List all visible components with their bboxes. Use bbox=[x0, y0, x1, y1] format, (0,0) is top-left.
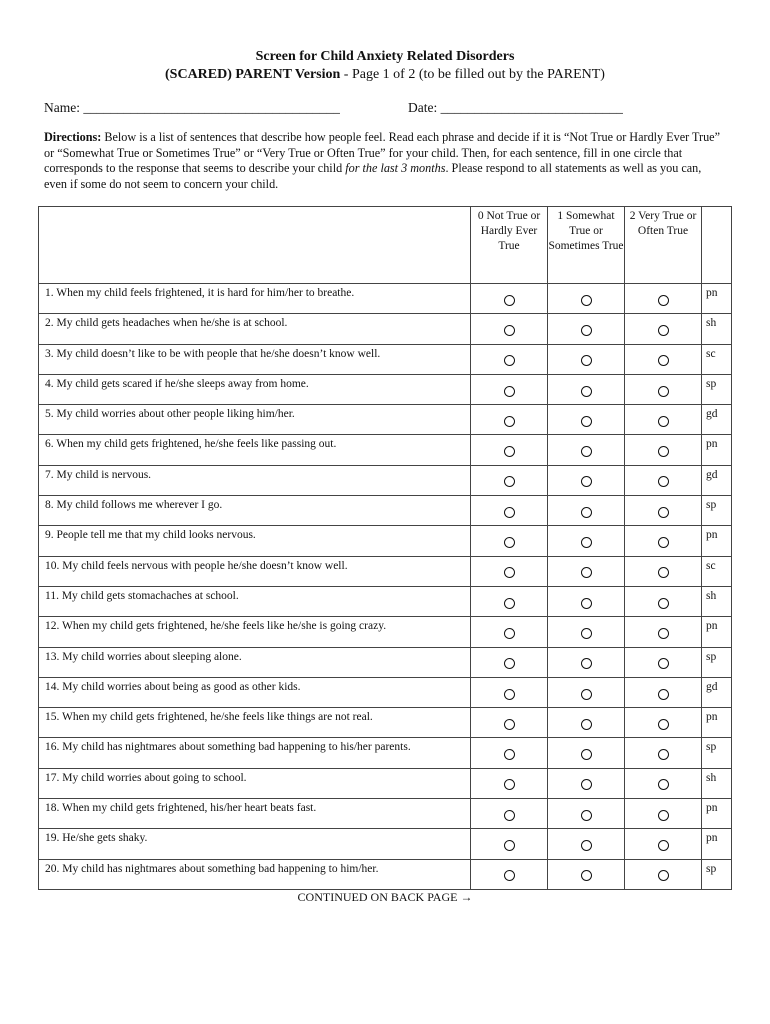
radio-circle-somewhat-true[interactable] bbox=[581, 386, 592, 397]
radio-circle-somewhat-true[interactable] bbox=[581, 446, 592, 457]
radio-circle-not-true[interactable] bbox=[504, 416, 515, 427]
question-text: 20. My child has nightmares about something bad happening to him/her. bbox=[39, 859, 471, 889]
question-row bbox=[39, 374, 732, 404]
question-text: 2. My child gets headaches when he/she is at school. bbox=[39, 314, 471, 344]
question-row bbox=[39, 647, 732, 677]
question-row bbox=[39, 405, 732, 435]
radio-circle-somewhat-true[interactable] bbox=[581, 507, 592, 518]
subscale-code: sc bbox=[702, 556, 732, 586]
answer-cell-somewhat-true bbox=[548, 708, 625, 738]
radio-circle-very-true[interactable] bbox=[658, 446, 669, 457]
question-row bbox=[39, 465, 732, 495]
subscale-code: sp bbox=[702, 738, 732, 768]
column-header-not-true: 0 Not True or Hardly Ever True bbox=[471, 207, 548, 284]
answer-cell-not-true bbox=[471, 465, 548, 495]
answer-cell-very-true bbox=[625, 344, 702, 374]
question-row bbox=[39, 859, 732, 889]
subscale-code: sp bbox=[702, 647, 732, 677]
answer-cell-not-true bbox=[471, 859, 548, 889]
answer-cell-very-true bbox=[625, 829, 702, 859]
radio-circle-not-true[interactable] bbox=[504, 719, 515, 730]
radio-circle-very-true[interactable] bbox=[658, 749, 669, 760]
radio-circle-not-true[interactable] bbox=[504, 537, 515, 548]
question-text: 11. My child gets stomachaches at school. bbox=[39, 586, 471, 616]
question-row bbox=[39, 284, 732, 314]
question-text: 10. My child feels nervous with people he/she doesn’t know well. bbox=[39, 556, 471, 586]
answer-cell-not-true bbox=[471, 768, 548, 798]
question-row bbox=[39, 768, 732, 798]
answer-cell-not-true bbox=[471, 374, 548, 404]
radio-circle-not-true[interactable] bbox=[504, 628, 515, 639]
answer-cell-somewhat-true bbox=[548, 496, 625, 526]
answer-cell-very-true bbox=[625, 556, 702, 586]
continued-text: CONTINUED ON BACK PAGE bbox=[297, 890, 458, 904]
question-text: 3. My child doesn’t like to be with people that he/she doesn’t know well. bbox=[39, 344, 471, 374]
form-subtitle-rest: - Page 1 of 2 (to be filled out by the PARENT) bbox=[340, 67, 605, 82]
subscale-code: gd bbox=[702, 465, 732, 495]
radio-circle-very-true[interactable] bbox=[658, 658, 669, 669]
subscale-code: sh bbox=[702, 768, 732, 798]
question-text: 7. My child is nervous. bbox=[39, 465, 471, 495]
radio-circle-not-true[interactable] bbox=[504, 870, 515, 881]
answer-cell-very-true bbox=[625, 677, 702, 707]
question-text: 16. My child has nightmares about something bad happening to his/her parents. bbox=[39, 738, 471, 768]
answer-cell-very-true bbox=[625, 617, 702, 647]
answer-cell-very-true bbox=[625, 435, 702, 465]
radio-circle-very-true[interactable] bbox=[658, 628, 669, 639]
question-row bbox=[39, 314, 732, 344]
question-text: 4. My child gets scared if he/she sleeps away from home. bbox=[39, 374, 471, 404]
question-text: 6. When my child gets frightened, he/she feels like passing out. bbox=[39, 435, 471, 465]
radio-circle-not-true[interactable] bbox=[504, 658, 515, 669]
radio-circle-not-true[interactable] bbox=[504, 325, 515, 336]
radio-circle-very-true[interactable] bbox=[658, 507, 669, 518]
radio-circle-somewhat-true[interactable] bbox=[581, 658, 592, 669]
radio-circle-not-true[interactable] bbox=[504, 689, 515, 700]
subscale-code: pn bbox=[702, 284, 732, 314]
subscale-code: sp bbox=[702, 374, 732, 404]
radio-circle-somewhat-true[interactable] bbox=[581, 598, 592, 609]
radio-circle-not-true[interactable] bbox=[504, 476, 515, 487]
radio-circle-not-true[interactable] bbox=[504, 446, 515, 457]
answer-cell-not-true bbox=[471, 526, 548, 556]
answer-cell-somewhat-true bbox=[548, 526, 625, 556]
radio-circle-very-true[interactable] bbox=[658, 537, 669, 548]
subscale-code: sh bbox=[702, 314, 732, 344]
directions-emphasis: for the last 3 months bbox=[345, 161, 446, 175]
answer-cell-very-true bbox=[625, 708, 702, 738]
answer-cell-somewhat-true bbox=[548, 284, 625, 314]
answer-cell-somewhat-true bbox=[548, 768, 625, 798]
answer-cell-somewhat-true bbox=[548, 314, 625, 344]
form-subtitle-bold: (SCARED) PARENT Version bbox=[165, 67, 341, 82]
radio-circle-not-true[interactable] bbox=[504, 598, 515, 609]
answer-cell-not-true bbox=[471, 677, 548, 707]
radio-circle-very-true[interactable] bbox=[658, 689, 669, 700]
answer-cell-very-true bbox=[625, 799, 702, 829]
directions-label: Directions: bbox=[44, 130, 102, 144]
question-text: 14. My child worries about being as good as other kids. bbox=[39, 677, 471, 707]
questionnaire-table bbox=[38, 206, 732, 890]
form-title: Screen for Child Anxiety Related Disorders bbox=[255, 49, 515, 64]
answer-cell-very-true bbox=[625, 526, 702, 556]
question-row bbox=[39, 556, 732, 586]
column-header-somewhat-true: 1 Somewhat True or Sometimes True bbox=[548, 207, 625, 284]
radio-circle-very-true[interactable] bbox=[658, 598, 669, 609]
answer-cell-somewhat-true bbox=[548, 799, 625, 829]
answer-cell-very-true bbox=[625, 586, 702, 616]
answer-cell-not-true bbox=[471, 496, 548, 526]
radio-circle-not-true[interactable] bbox=[504, 386, 515, 397]
radio-circle-somewhat-true[interactable] bbox=[581, 870, 592, 881]
answer-cell-very-true bbox=[625, 738, 702, 768]
subscale-code: gd bbox=[702, 677, 732, 707]
question-text: 13. My child worries about sleeping alone. bbox=[39, 647, 471, 677]
subscale-code: sc bbox=[702, 344, 732, 374]
radio-circle-very-true[interactable] bbox=[658, 779, 669, 790]
answer-cell-not-true bbox=[471, 738, 548, 768]
answer-cell-somewhat-true bbox=[548, 859, 625, 889]
radio-circle-not-true[interactable] bbox=[504, 567, 515, 578]
form-subtitle bbox=[0, 66, 770, 84]
answer-cell-somewhat-true bbox=[548, 374, 625, 404]
subscale-code: sh bbox=[702, 586, 732, 616]
radio-circle-somewhat-true[interactable] bbox=[581, 416, 592, 427]
radio-circle-very-true[interactable] bbox=[658, 295, 669, 306]
question-list bbox=[39, 284, 732, 890]
question-row bbox=[39, 617, 732, 647]
radio-circle-not-true[interactable] bbox=[504, 779, 515, 790]
answer-cell-not-true bbox=[471, 708, 548, 738]
radio-circle-somewhat-true[interactable] bbox=[581, 840, 592, 851]
subscale-code: pn bbox=[702, 435, 732, 465]
radio-circle-somewhat-true[interactable] bbox=[581, 355, 592, 366]
answer-cell-somewhat-true bbox=[548, 829, 625, 859]
directions-text-before: Below is a list of sentences that describe how people feel. Read each phrase and decide if it is “Not True or Hardly Ever True” or “Somewhat True or Sometimes True” or “Very True or Often True” for your child. Then, for each sentence, fill in one circle that corresponds to the response that seems to describe your child bbox=[44, 130, 721, 175]
question-text: 17. My child worries about going to school. bbox=[39, 768, 471, 798]
radio-circle-not-true[interactable] bbox=[504, 810, 515, 821]
question-text: 1. When my child feels frightened, it is hard for him/her to breathe. bbox=[39, 284, 471, 314]
arrow-right-icon: → bbox=[460, 890, 473, 904]
radio-circle-not-true[interactable] bbox=[504, 355, 515, 366]
question-text: 15. When my child gets frightened, he/she feels like things are not real. bbox=[39, 708, 471, 738]
name-field[interactable]: Name: ______________________________________ bbox=[44, 100, 340, 115]
radio-circle-not-true[interactable] bbox=[504, 840, 515, 851]
answer-cell-not-true bbox=[471, 284, 548, 314]
question-text: 12. When my child gets frightened, he/she feels like he/she is going crazy. bbox=[39, 617, 471, 647]
directions-text-after: . Please respond to all statements as well as you can, even if some do not seem to concern your child. bbox=[44, 161, 702, 191]
radio-circle-very-true[interactable] bbox=[658, 476, 669, 487]
answer-cell-somewhat-true bbox=[548, 738, 625, 768]
radio-circle-very-true[interactable] bbox=[658, 840, 669, 851]
question-row bbox=[39, 435, 732, 465]
answer-cell-not-true bbox=[471, 799, 548, 829]
subscale-code: sp bbox=[702, 859, 732, 889]
question-row bbox=[39, 708, 732, 738]
radio-circle-somewhat-true[interactable] bbox=[581, 628, 592, 639]
question-text: 5. My child worries about other people liking him/her. bbox=[39, 405, 471, 435]
radio-circle-very-true[interactable] bbox=[658, 355, 669, 366]
header-code-cell bbox=[702, 207, 732, 284]
radio-circle-somewhat-true[interactable] bbox=[581, 295, 592, 306]
radio-circle-very-true[interactable] bbox=[658, 810, 669, 821]
answer-cell-somewhat-true bbox=[548, 647, 625, 677]
question-row bbox=[39, 526, 732, 556]
answer-cell-somewhat-true bbox=[548, 435, 625, 465]
answer-cell-very-true bbox=[625, 374, 702, 404]
answer-cell-very-true bbox=[625, 768, 702, 798]
answer-cell-very-true bbox=[625, 859, 702, 889]
radio-circle-not-true[interactable] bbox=[504, 295, 515, 306]
answer-cell-very-true bbox=[625, 465, 702, 495]
answer-cell-very-true bbox=[625, 647, 702, 677]
radio-circle-very-true[interactable] bbox=[658, 325, 669, 336]
answer-cell-somewhat-true bbox=[548, 344, 625, 374]
question-row bbox=[39, 799, 732, 829]
header-blank-cell bbox=[39, 207, 471, 284]
radio-circle-somewhat-true[interactable] bbox=[581, 567, 592, 578]
question-text: 9. People tell me that my child looks nervous. bbox=[39, 526, 471, 556]
radio-circle-very-true[interactable] bbox=[658, 567, 669, 578]
continued-note bbox=[0, 890, 770, 905]
answer-cell-very-true bbox=[625, 405, 702, 435]
radio-circle-not-true[interactable] bbox=[504, 507, 515, 518]
question-row bbox=[39, 496, 732, 526]
answer-cell-not-true bbox=[471, 647, 548, 677]
radio-circle-somewhat-true[interactable] bbox=[581, 719, 592, 730]
radio-circle-very-true[interactable] bbox=[658, 416, 669, 427]
answer-cell-somewhat-true bbox=[548, 556, 625, 586]
question-row bbox=[39, 829, 732, 859]
subscale-code: sp bbox=[702, 496, 732, 526]
date-field[interactable]: Date: ___________________________ bbox=[408, 100, 623, 115]
subscale-code: pn bbox=[702, 617, 732, 647]
answer-cell-not-true bbox=[471, 586, 548, 616]
question-row bbox=[39, 677, 732, 707]
question-text: 18. When my child gets frightened, his/her heart beats fast. bbox=[39, 799, 471, 829]
subscale-code: gd bbox=[702, 405, 732, 435]
answer-cell-not-true bbox=[471, 556, 548, 586]
radio-circle-somewhat-true[interactable] bbox=[581, 810, 592, 821]
radio-circle-somewhat-true[interactable] bbox=[581, 749, 592, 760]
answer-cell-very-true bbox=[625, 284, 702, 314]
answer-cell-somewhat-true bbox=[548, 617, 625, 647]
answer-cell-somewhat-true bbox=[548, 677, 625, 707]
radio-circle-somewhat-true[interactable] bbox=[581, 325, 592, 336]
question-text: 19. He/she gets shaky. bbox=[39, 829, 471, 859]
subscale-code: pn bbox=[702, 526, 732, 556]
answer-cell-not-true bbox=[471, 829, 548, 859]
answer-cell-not-true bbox=[471, 344, 548, 374]
answer-cell-not-true bbox=[471, 405, 548, 435]
radio-circle-somewhat-true[interactable] bbox=[581, 779, 592, 790]
column-header-very-true: 2 Very True or Often True bbox=[625, 207, 702, 284]
radio-circle-not-true[interactable] bbox=[504, 749, 515, 760]
answer-cell-not-true bbox=[471, 617, 548, 647]
directions-paragraph bbox=[44, 130, 724, 192]
radio-circle-very-true[interactable] bbox=[658, 719, 669, 730]
question-row bbox=[39, 344, 732, 374]
radio-circle-somewhat-true[interactable] bbox=[581, 537, 592, 548]
answer-cell-somewhat-true bbox=[548, 405, 625, 435]
answer-cell-not-true bbox=[471, 314, 548, 344]
question-row bbox=[39, 738, 732, 768]
question-text: 8. My child follows me wherever I go. bbox=[39, 496, 471, 526]
radio-circle-very-true[interactable] bbox=[658, 870, 669, 881]
answer-cell-somewhat-true bbox=[548, 465, 625, 495]
radio-circle-somewhat-true[interactable] bbox=[581, 476, 592, 487]
radio-circle-very-true[interactable] bbox=[658, 386, 669, 397]
question-row bbox=[39, 586, 732, 616]
subscale-code: pn bbox=[702, 708, 732, 738]
subscale-code: pn bbox=[702, 799, 732, 829]
table-header-row bbox=[39, 207, 732, 284]
answer-cell-not-true bbox=[471, 435, 548, 465]
radio-circle-somewhat-true[interactable] bbox=[581, 689, 592, 700]
subscale-code: pn bbox=[702, 829, 732, 859]
answer-cell-very-true bbox=[625, 496, 702, 526]
answer-cell-very-true bbox=[625, 314, 702, 344]
answer-cell-somewhat-true bbox=[548, 586, 625, 616]
